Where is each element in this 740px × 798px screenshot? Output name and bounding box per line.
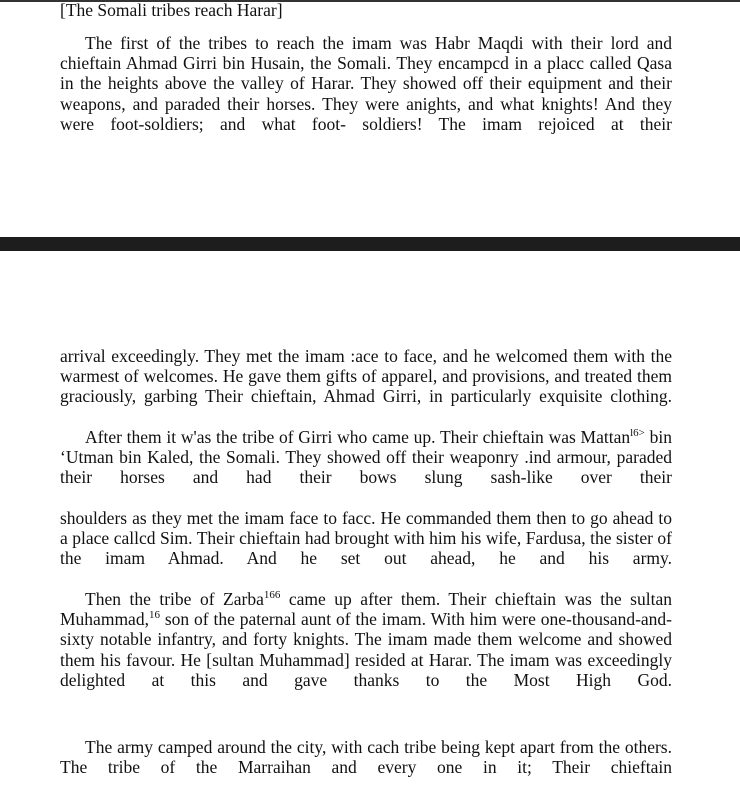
page-separator-bar <box>0 237 740 251</box>
paragraph-zarba-tribe: Then the tribe of Zarba$^{166}$ came up after them. Their chieftain was the sultan Muhammad,$^{16}$ son of the paternal aunt of the imam. With him were one-thousand-and-sixty notable infantry, and forty knights. The imam made them welcome and showed them his favour. He [sultan Muhammad] resided at Harar. The imam was exceedingly delighted at this and gave thanks to the Most High God. <box>60 589 672 690</box>
paragraph-arrival-continued: arrival exceedingly. They met the imam :ace to face, and he welcomed them with the warmest of welcomes. He gave them gifts of apparel, and provisions, and treated them graciously, garbing Their chieftain, Ahmad Girri, in particularly exquisite clothing. <box>60 346 672 407</box>
page-1-body <box>60 33 672 133</box>
page-bottom-clip <box>0 737 740 778</box>
section-heading: [The Somali tribes reach Harar] <box>60 0 283 20</box>
footnote-marker-16: 16 <box>148 609 160 622</box>
page-2-body <box>60 346 672 690</box>
paragraph-girri-continued: shoulders as they met the imam face to facc. He commanded them then to go ahead to a place callcd Sim. Their chieftain had brought with him his wife, Fardusa, the sister of the imam Ahmad. And he set out ahead, he and his army. <box>60 508 672 569</box>
footnote-marker: l6> <box>630 427 645 439</box>
paragraph-girri-tribe: After them it w'as the tribe of Girri who came up. Their chieftain was Mattan$^{l6>}$ bin ‘Utman bin Kaled, the Somali. They showed off their weaponry .ind armour, paraded their horses and had their bows slung sash-like over their <box>60 427 672 488</box>
paragraph-army-camped: The army camped around the city, with cach tribe being kept apart from the others. The tribe of the Marraihan and every one in it; Their chieftain <box>60 737 672 778</box>
paragraph-habr-maqdi: The first of the tribes to reach the imam was Habr Maqdi with their lord and chieftain Ahmad Girri bin Husain, the Somali. They encampcd in a placc called Qasa in the heights above the valley of Harar. They showed off their equipment and their weapons, and paraded their horses. They were anights, and what knights! And they were foot-soldiers; and what foot- soldiers! The imam rejoiced at their <box>60 33 672 134</box>
footnote-marker-166: 166 <box>263 589 281 601</box>
